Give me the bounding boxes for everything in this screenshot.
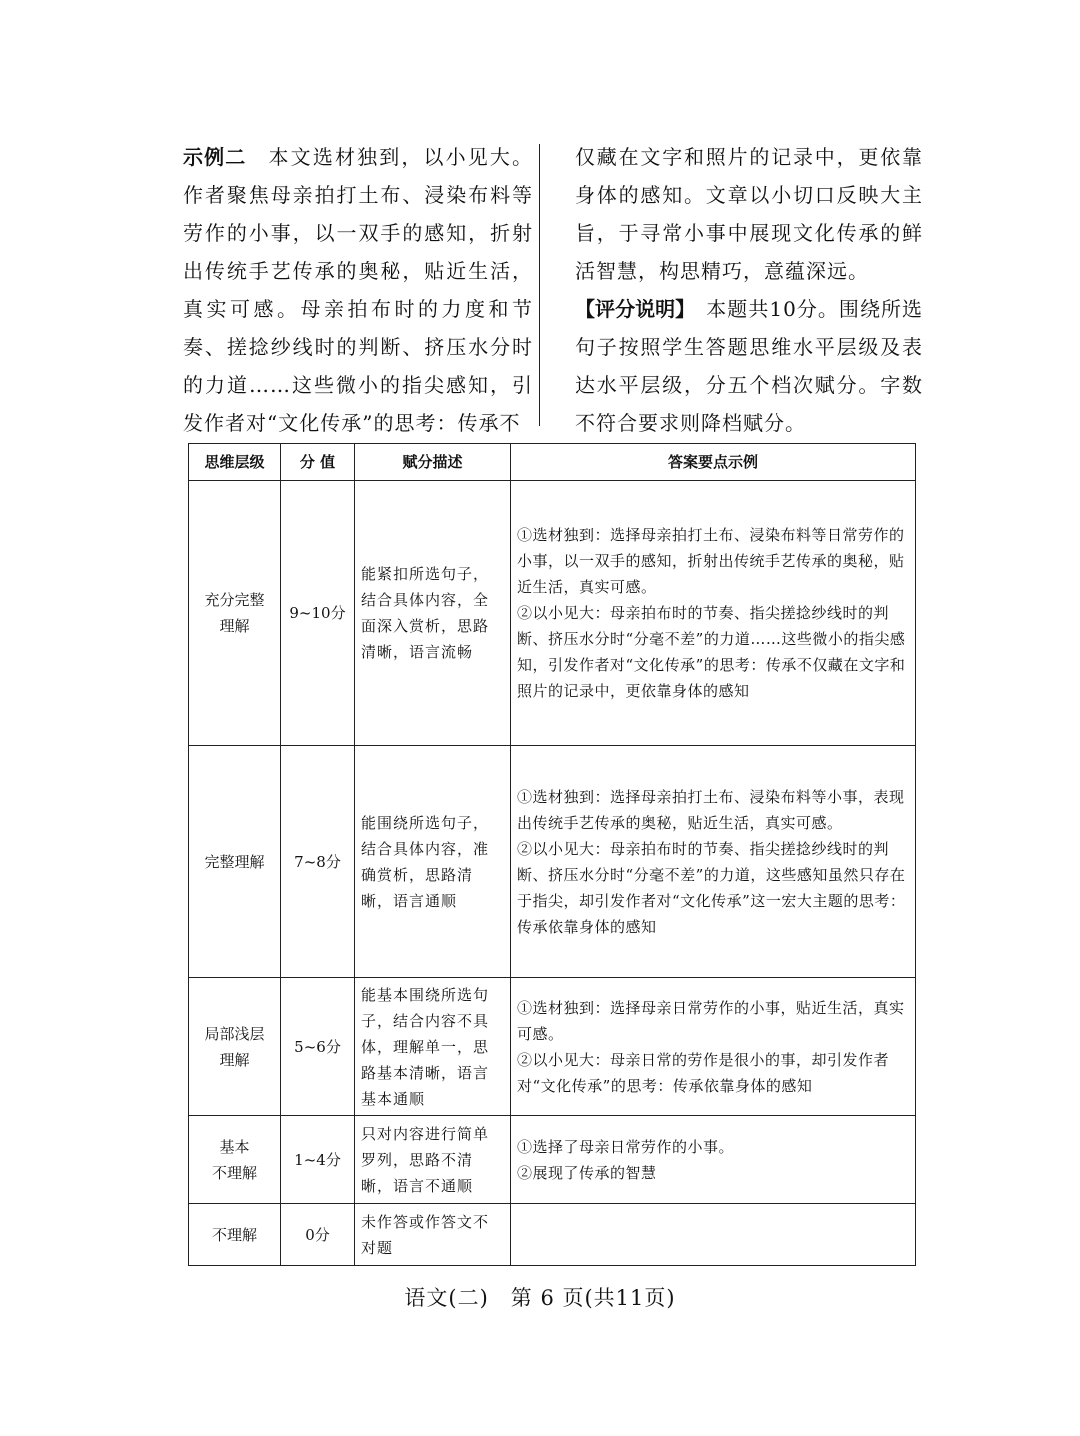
answer-point: ②以小见大：母亲日常的劳作是很小的事，却引发作者对“文化传承”的思考：传承依靠身体的感知 [517, 1050, 890, 1095]
score-cell: 9~10分 [281, 481, 355, 746]
scoring-note [575, 290, 923, 442]
answer-point: ①选择了母亲日常劳作的小事。 [517, 1137, 735, 1156]
level-cell [189, 978, 281, 1116]
answer-point: ②以小见大：母亲拍布时的节奏、指尖搓捻纱线时的判断、挤压水分时“分毫不差”的力道，这些感知虽然只存在于指尖，却引发作者对“文化传承”这一宏大主题的思考：传承依靠身体的感知 [517, 839, 906, 936]
answer-point: ①选材独到：选择母亲拍打土布、浸染布料等小事，表现出传统手艺传承的奥秘，贴近生活，真实可感。 [517, 787, 905, 832]
level-line: 不理解 [211, 1163, 257, 1182]
answer-cell [511, 481, 916, 746]
level-cell [189, 746, 281, 978]
answer-cell [511, 978, 916, 1116]
level-line: 理解 [219, 1050, 250, 1069]
level-line: 理解 [219, 617, 250, 635]
level-line: 完整理解 [204, 852, 265, 871]
score-cell: 7~8分 [281, 746, 355, 978]
level-line: 充分完整 [204, 591, 265, 609]
table-row [189, 1204, 916, 1266]
rubric-header-row [189, 444, 916, 481]
example-label: 示例二 [183, 145, 247, 169]
level-line: 局部浅层 [204, 1024, 265, 1043]
answer-cell [511, 1204, 916, 1266]
description-cell: 只对内容进行简单罗列，思路不清晰，语言不通顺 [355, 1116, 511, 1204]
header-description: 赋分描述 [355, 444, 511, 481]
score-cell: 0分 [281, 1204, 355, 1266]
answer-cell [511, 746, 916, 978]
example-text-left: 本文选材独到，以小见大。作者聚焦母亲拍打土布、浸染布料等劳作的小事，以一双手的感知，折射出传统手艺传承的奥秘，贴近生活，真实可感。母亲拍布时的力度和节奏、搓捻纱线时的判断、挤压水分时的力道……这些微小的指尖感知，引发作者对“文化传承”的思考：传承不 [183, 145, 534, 435]
table-row [189, 481, 916, 746]
description-cell: 能紧扣所选句子，结合具体内容，全面深入赏析，思路清晰，语言流畅 [355, 481, 511, 746]
table-row [189, 746, 916, 978]
answer-point: ①选材独到：选择母亲日常劳作的小事，贴近生活，真实可感。 [517, 998, 905, 1043]
passage-columns [183, 138, 923, 438]
description-cell: 能围绕所选句子，结合具体内容，准确赏析，思路清晰，语言通顺 [355, 746, 511, 978]
page-footer: 语文(二) 第 6 页(共11页) [404, 1286, 676, 1310]
answer-cell [511, 1116, 916, 1204]
table-row [189, 1116, 916, 1204]
answer-point: ②以小见大：母亲拍布时的节奏、指尖搓捻纱线时的判断、挤压水分时“分毫不差”的力道……这些微小的指尖感知，引发作者对“文化传承”的思考：传承不仅藏在文字和照片的记录中，更依靠身体的感知 [517, 604, 906, 700]
example-two-paragraph [183, 138, 533, 442]
scoring-label: 【评分说明】 [575, 297, 686, 321]
table-row [189, 978, 916, 1116]
level-cell [189, 1116, 281, 1204]
level-cell [189, 481, 281, 746]
score-cell: 1~4分 [281, 1116, 355, 1204]
description-cell: 未作答或作答文不对题 [355, 1204, 511, 1266]
score-cell: 5~6分 [281, 978, 355, 1116]
answer-point: ①选材独到：选择母亲拍打土布、浸染布料等日常劳作的小事，以一双手的感知，折射出传统手艺传承的奥秘，贴近生活，真实可感。 [517, 526, 905, 596]
rubric-table [188, 443, 916, 1266]
header-answer: 答案要点示例 [511, 444, 916, 481]
passage-left-column [183, 138, 533, 442]
example-text-right: 仅藏在文字和照片的记录中，更依靠身体的感知。文章以小切口反映大主旨，于寻常小事中展现文化传承的鲜活智慧，构思精巧，意蕴深远。 [575, 145, 923, 283]
description-cell: 能基本围绕所选句子，结合内容不具体，理解单一，思路基本清晰，语言基本通顺 [355, 978, 511, 1116]
level-line: 基本 [219, 1137, 250, 1156]
level-cell [189, 1204, 281, 1266]
scoring-text: 本题共10分。围绕所选句子按照学生答题思维水平层级及表达水平层级，分五个档次赋分。字数不符合要求则降档赋分。 [575, 297, 924, 435]
header-level: 思维层级 [189, 444, 281, 481]
column-divider [539, 144, 540, 426]
level-line: 不理解 [211, 1225, 257, 1244]
answer-point: ②展现了传承的智慧 [517, 1163, 657, 1182]
header-score: 分 值 [281, 444, 355, 481]
passage-right-column [575, 138, 923, 442]
